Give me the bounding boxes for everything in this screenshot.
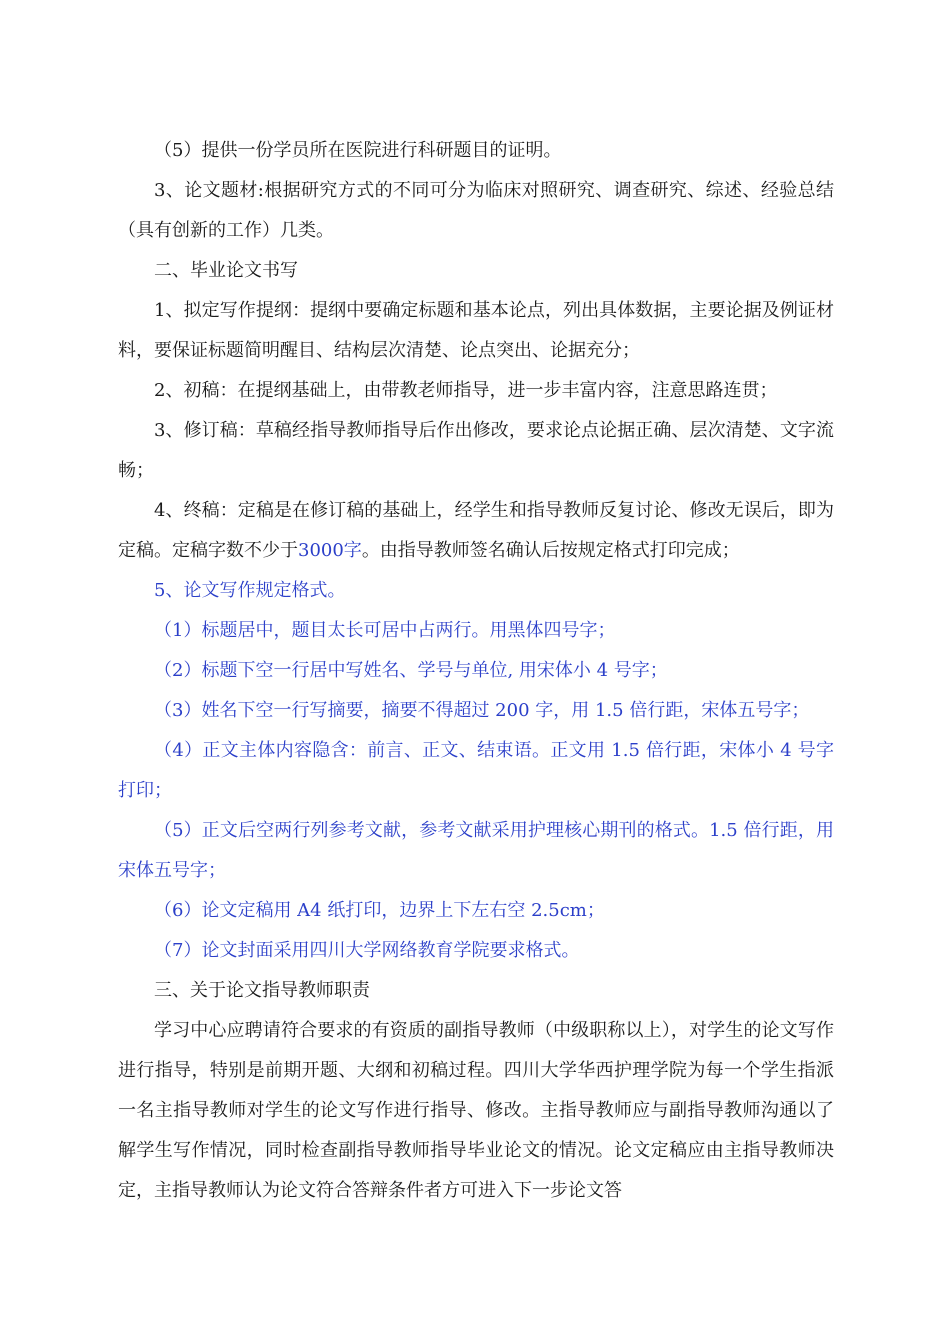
paragraph-revision: 3、修订稿：草稿经指导教师指导后作出修改，要求论点论据正确、层次清楚、文字流畅； <box>118 420 834 481</box>
paragraph-advisor-duties: 学习中心应聘请符合要求的有资质的副指导教师（中级职称以上），对学生的论文写作进行指导，特别是前期开题、大纲和初稿过程。四川大学华西护理学院为每一个学生指派一名主指导教师对学生的论文写作进行指导、修改。主指导教师应与副指导教师沟通以了解学生写作情况，同时检查副指导教师指导毕业论文的情况。论文定稿应由主指导教师决定，主指导教师认为论文符合答辩条件者方可进入下一步论文答 <box>118 1020 834 1201</box>
section-heading-advisor: 三、关于论文指导教师职责 <box>154 980 370 1001</box>
paragraph-thesis-topics: 3、论文题材:根据研究方式的不同可分为临床对照研究、调查研究、综述、经验总结（具有创新的工作）几类。 <box>118 180 834 241</box>
format-item-3: （3）姓名下空一行写摘要，摘要不得超过 200 字，用 1.5 倍行距，宋体五号字； <box>154 700 810 721</box>
format-item-7: （7）论文封面采用四川大学网络教育学院要求格式。 <box>154 940 580 961</box>
paragraph-draft: 2、初稿：在提纲基础上，由带教老师指导，进一步丰富内容，注意思路连贯； <box>154 380 778 401</box>
final-text-c: 。由指导教师签名确认后按规定格式打印完成； <box>361 540 740 561</box>
format-item-1: （1）标题居中，题目太长可居中占两行。用黑体四号字； <box>154 620 616 641</box>
paragraph-item-5-proof: （5）提供一份学员所在医院进行科研题目的证明。 <box>154 140 562 161</box>
word-count-highlight: 3000字 <box>298 540 362 561</box>
format-item-5: （5）正文后空两行列参考文献，参考文献采用护理核心期刊的格式。1.5 倍行距，用宋体五号字； <box>118 820 834 881</box>
document-page <box>118 131 834 1211</box>
format-item-6: （6）论文定稿用 A4 纸打印，边界上下左右空 2.5cm； <box>154 900 605 921</box>
paragraph-format-heading: 5、论文写作规定格式。 <box>154 580 346 601</box>
section-heading-writing: 二、毕业论文书写 <box>154 260 298 281</box>
paragraph-final <box>118 491 834 571</box>
paragraph-outline: 1、拟定写作提纲：提纲中要确定标题和基本论点，列出具体数据，主要论据及例证材料，要保证标题简明醒目、结构层次清楚、论点突出、论据充分； <box>118 300 834 361</box>
format-item-4: （4）正文主体内容隐含：前言、正文、结束语。正文用 1.5 倍行距，宋体小 4 号字打印； <box>118 740 834 801</box>
final-text-a: 4、终稿：定稿是在修订稿的基础上，经学生和指导教师反复讨论、修改无误后，即为定稿。定稿字数不少于 <box>118 500 834 561</box>
format-item-2: （2）标题下空一行居中写姓名、学号与单位, 用宋体小 4 号字； <box>154 660 668 681</box>
